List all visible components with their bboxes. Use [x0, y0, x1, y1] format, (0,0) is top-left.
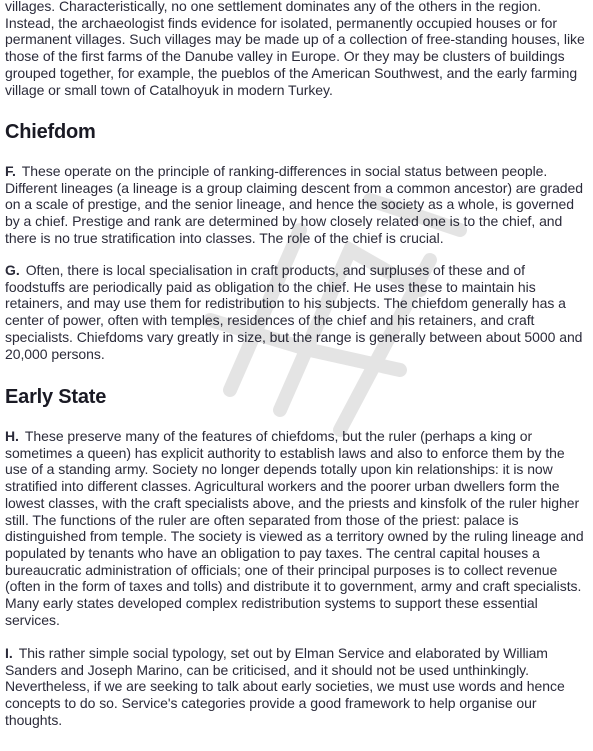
paragraph-g-text: Often, there is local specialisation in craft products, and surpluses of these and of foodstuffs are periodically paid as obligation to the chief. He uses these to maintain his retainers, and may use them for redistribution to his subjects. The chiefdom generally has a center of power, often with temples, residences of the chief and his retainers, and craft specialists. Chiefdoms vary greatly in size, but the range is generally between about 5000 and 20,000 persons. [5, 262, 583, 362]
paragraph-f [5, 163, 587, 247]
paragraph-g [5, 262, 587, 362]
paragraph-f-letter: F. [5, 163, 16, 179]
heading-early-state: Early State [5, 386, 107, 408]
paragraph-g-letter: G. [5, 262, 20, 278]
intro-paragraph: villages. Characteristically, no one settlement dominates any of the others in the region. Instead, the archaeologist finds evidence for isolated, permanently occupied houses or for permanent villages. Such villages may be made up of a collection of free-standing houses, like those of the first farms of the Danube valley in Europe. Or they may be clusters of buildings grouped together, for example, the pueblos of the American Southwest, and the early farming village or small town of Catalhoyuk in modern Turkey. [5, 0, 585, 98]
paragraph-f-text: These operate on the principle of ranking-differences in social status between people. Different lineages (a lineage is a group claiming descent from a common ancestor) are graded on a scale of prestige, and the senior lineage, and hence the society as a whole, is governed by a chief. Prestige and rank are determined by how closely related one is to the chief, and there is no true stratification into classes. The role of the chief is crucial. [5, 163, 584, 246]
paragraph-i-text: This rather simple social typology, set out by Elman Service and elaborated by William Sanders and Joseph Marino, can be criticised, and it should not be used unthinkingly. Nevertheless, if we are seeking to talk about early societies, we must use words and hence concepts to do so. Service's categories provide a good framework to help organise our thoughts. [5, 645, 565, 728]
heading-chiefdom: Chiefdom [5, 121, 96, 143]
paragraph-h-text: These preserve many of the features of chiefdoms, but the ruler (perhaps a king or sometimes a queen) has explicit authority to establish laws and also to enforce them by the use of a standing army. Society no longer depends totally upon kin relationships: it is now stratified into different classes. Agricultural workers and the poorer urban dwellers form the lowest classes, with the craft specialists above, and the priests and kinsfolk of the ruler higher still. The functions of the ruler are often separated from those of the priest: palace is distinguished from temple. The society is viewed as a territory owned by the ruling lineage and populated by tenants who have an obligation to pay taxes. The central capital houses a bureaucratic administration of officials; one of their principal purposes is to collect revenue (often in the form of taxes and tolls) and distribute it to government, army and craft specialists. Many early states developed complex redistribution systems to support these essential services. [5, 428, 584, 628]
paragraph-i-letter: I. [5, 645, 13, 661]
paragraph-h-letter: H. [5, 428, 19, 444]
paragraph-i [5, 645, 587, 729]
paragraph-h [5, 428, 587, 628]
